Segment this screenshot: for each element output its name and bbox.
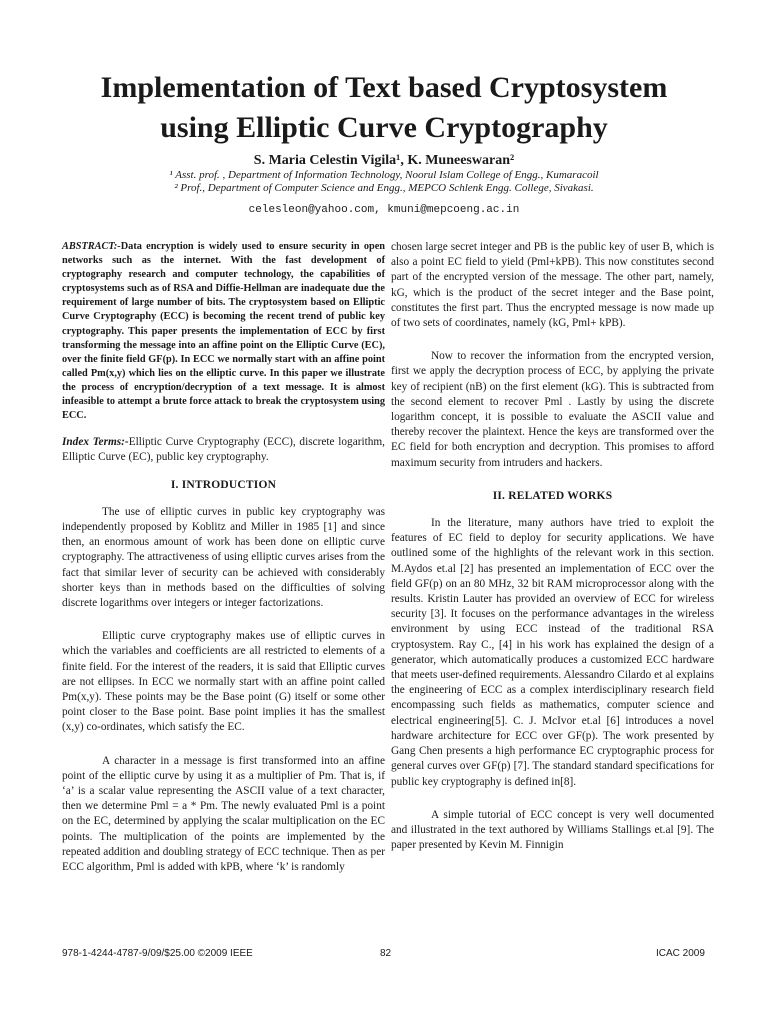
affiliation-2: ² Prof., Department of Computer Science and Engg., MEPCO Schlenk Engg. College, Sivakasi. <box>174 182 594 194</box>
index-terms-text: Elliptic Curve Cryptography (ECC), discrete logarithm, Elliptic Curve (EC), public key cryptography. <box>62 436 386 464</box>
author-emails: celesleon@yahoo.com, kmuni@mepcoeng.ac.in <box>248 204 520 216</box>
author-list: S. Maria Celestin Vigila¹, K. Muneeswaran² <box>253 153 515 168</box>
page-number: 82 <box>380 948 392 959</box>
related-works-paragraph-2: A simple tutorial of ECC concept is very well documented and illustrated in the text authored by Williams Stallings et.al [9]. The paper presented by Kevin M. Finnigin <box>391 808 714 852</box>
section-heading-related-works: II. RELATED WORKS <box>492 489 613 502</box>
right-column <box>391 240 714 871</box>
intro-paragraph-3: A character in a message is first transformed into an affine point of the elliptic curve by using it as a multiplier of Pm. That is, if ‘a’ is a scalar value representing the ASCII value of a text character, then we determine Pml = a * Pm. The newly evaluated Pml is a point on the EC, determined by applying the scalar multiplication on the EC points. The multiplication of the points are implemented by the repeated addition and doubling strategy of ECC technique. Then as per ECC algorithm, Pml is added with kPB, where ‘k’ is randomly <box>62 754 385 874</box>
related-works-paragraph-1: In the literature, many authors have tried to exploit the features of EC field to deploy for security applications. We have outlined some of the highlights of the relevant work in this section. M.Aydos et.al [2] has presented an implementation of ECC over the field GF(p) on an 80 MHz, 32 bit RAM microprocessor along with the results. Kristin Lauter has provided an overview of ECC for wireless security [3]. It focuses on the performance advantages in the wireless environment by using ECC instead of the traditional RSA cryptosystem. Ray C., [4] in his work has explained the design of a generator, which automatically produces a customized ECC hardware that meets user-defined requirements. Alessandro Cilardo et al explains the engineering of ECC as a complex interdisciplinary research field encompassing such fields as mathematics, computer science and electrical engineering[5]. C. J. McIvor et.al [6] introduces a novel hardware architecture for ECC over GF(p). The work presented by Gang Chen presents a high performance EC cryptographic process for general curves over GF(p) [7]. The standard standard specifications for public key cryptography is defined in[8]. <box>391 517 714 788</box>
title-line-2: using Elliptic Curve Cryptography <box>160 111 608 144</box>
conference-name: ICAC 2009 <box>656 948 705 959</box>
title-line-1: Implementation of Text based Cryptosystem <box>100 71 668 104</box>
intro-paragraph-1: The use of elliptic curves in public key cryptography was independently proposed by Koblitz and Miller in 1985 [1] and since then, an enormous amount of work has been done on elliptic curve cryptography. The attractiveness of using elliptic curves arises from the fact that similar lever of security can be achieved with considerably shorter keys than in methods based on the difficulties of solving discrete logarithms over integers or integer factorizations. <box>62 505 385 610</box>
index-terms-label: Index Terms:- <box>62 436 129 449</box>
left-column <box>62 240 385 893</box>
intro-paragraph-3-continued: chosen large secret integer and PB is the public key of user B, which is also a point EC field to yield (Pml+kPB). This now constitutes second part of the encrypted version of the message. The other part, namely, kG, which is the product of the secret integer and the Base point, constitutes the first part. Thus the encrypted message is now made up of two sets of coordinates, namely (kG, Pml+ kPB). <box>391 241 714 330</box>
affiliation-1: ¹ Asst. prof. , Department of Information Technology, Noorul Islam College of Engg., Kumaracoil <box>169 169 599 181</box>
abstract <box>62 240 385 423</box>
intro-paragraph-4: Now to recover the information from the encrypted version, first we apply the decryption process of ECC, by applying the private key of recipient (nB) on the first element (kG). This is subtracted from the second element to recover Pml . Lastly by using the discrete logarithm concept, it is possible to evaluate the ASCII value and thereby recover the plaintext. Hence the keys are transformed over the EC field for both encryption and decryption. This promises to afford maximum security from intruders and hackers. <box>391 350 714 469</box>
abstract-text: Data encryption is widely used to ensure security in open networks such as the internet. With the fast development of cryptography research and computer technology, the capabilities of cryptosystems such as of RSA and Diffie-Hellman are inadequate due the requirement of large number of bits. The cryptosystem based on Elliptic Curve Cryptography (ECC) is becoming the recent trend of public key cryptography. This paper presents the implementation of ECC by first transforming the message into an affine point on the Elliptic Curve (EC), over the finite field GF(p). In ECC we normally start with an affine point called Pm(x,y) which lies on the elliptic curve. In this paper we illustrate the process of encryption/decryption of a text message. It is almost infeasible to attempt a brute force attack to break the cryptosystem using ECC. <box>62 241 385 422</box>
section-heading-introduction: I. INTRODUCTION <box>170 478 277 491</box>
index-terms <box>62 435 385 465</box>
abstract-label: ABSTRACT:- <box>62 241 121 252</box>
footer-copyright: 978-1-4244-4787-9/09/$25.00 ©2009 IEEE <box>62 948 253 959</box>
intro-paragraph-2: Elliptic curve cryptography makes use of elliptic curves in which the variables and coefficients are all restricted to elements of a finite field. For the interest of the readers, it is said that Elliptic curves are not ellipses. In ECC we normally start with an affine point called Pm(x,y). These points may be the Base point (G) itself or some other point closer to the Base point. Base point implies it has the smallest (x,y) co-ordinates, which satisfy the EC. <box>62 630 385 734</box>
paper-title <box>40 68 728 148</box>
